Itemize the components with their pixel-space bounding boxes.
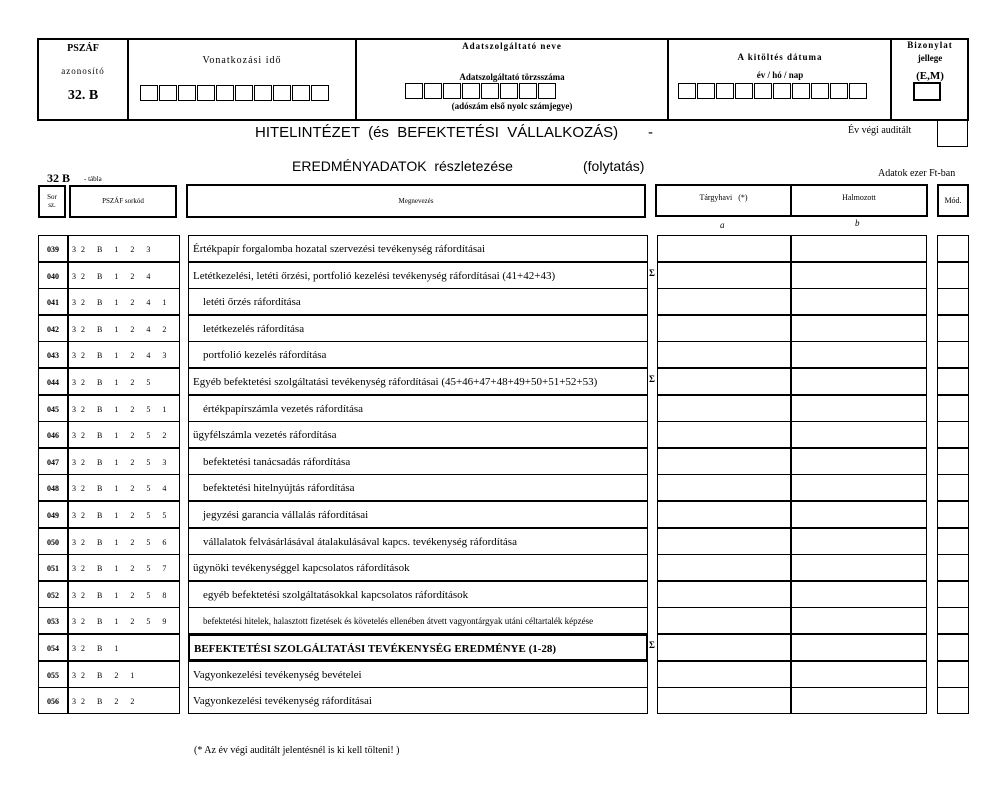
- jellege-label: jellege: [917, 53, 943, 63]
- row-description: Letétkezelési, letéti őrzési, portfolió kezelési tevékenység ráfordításai (41+42+43): [188, 262, 648, 289]
- row-number: 042: [38, 315, 68, 342]
- sum-sigma-icon: Σ: [649, 268, 655, 278]
- cell-halmozott[interactable]: [791, 368, 927, 395]
- row-description: letétkezelés ráfordítása: [188, 315, 648, 342]
- row-number: 050: [38, 528, 68, 555]
- cell-halmozott[interactable]: [791, 501, 927, 528]
- ev-vegi-label: Év végi auditált: [848, 125, 912, 136]
- cell-targyhavi[interactable]: [657, 448, 791, 475]
- torzsszam-field[interactable]: [405, 83, 557, 99]
- row-description: befektetési hitelnyújtás ráfordítása: [188, 474, 648, 501]
- row-number: 040: [38, 262, 68, 289]
- tabla-id: 32 B: [47, 171, 71, 185]
- cell-mod[interactable]: [937, 235, 969, 262]
- row-number: 039: [38, 235, 68, 262]
- row-pszaf-code: 32 B 1 2 4 2: [68, 315, 180, 342]
- cell-mod[interactable]: [937, 661, 969, 688]
- vonatkozasi-ido-field[interactable]: [140, 85, 330, 101]
- header-divider-3: [667, 38, 669, 121]
- cell-targyhavi[interactable]: [657, 341, 791, 368]
- cell-mod[interactable]: [937, 341, 969, 368]
- col-mod-label: Mód.: [944, 196, 962, 205]
- cell-targyhavi[interactable]: [657, 315, 791, 342]
- cell-targyhavi[interactable]: [657, 581, 791, 608]
- row-description: BEFEKTETÉSI SZOLGÁLTATÁSI TEVÉKENYSÉG EREDMÉNYE (1-28): [188, 634, 648, 661]
- cell-targyhavi[interactable]: [657, 607, 791, 634]
- cell-halmozott[interactable]: [791, 474, 927, 501]
- row-pszaf-code: 32 B 1 2 5: [68, 368, 180, 395]
- form-subtitle: EREDMÉNYADATOK részletezése: [292, 158, 513, 174]
- row-number: 043: [38, 341, 68, 368]
- row-description: Értékpapír forgalomba hozatal szervezési tevékenység ráfordításai: [188, 235, 648, 262]
- cell-targyhavi[interactable]: [657, 395, 791, 422]
- row-description: befektetési tanácsadás ráfordítása: [188, 448, 648, 475]
- row-pszaf-code: 32 B 1 2 5 6: [68, 528, 180, 555]
- row-number: 055: [38, 661, 68, 688]
- col-b-label: b: [855, 218, 860, 228]
- row-number: 049: [38, 501, 68, 528]
- footnote: (* Az év végi auditált jelentésnél is ki kell tölteni! ): [194, 745, 400, 756]
- cell-targyhavi[interactable]: [657, 368, 791, 395]
- cell-mod[interactable]: [937, 288, 969, 315]
- row-pszaf-code: 32 B 1 2 4 3: [68, 341, 180, 368]
- row-number: 046: [38, 421, 68, 448]
- ev-vegi-checkbox[interactable]: [937, 119, 968, 147]
- row-pszaf-code: 32 B 1 2 5 7: [68, 554, 180, 581]
- row-pszaf-code: 32 B 1 2 5 9: [68, 607, 180, 634]
- row-description: befektetési hitelek, halasztott fizetések és követelés ellenében átvett vagyontárgyak utáni céltartalék képzése: [188, 607, 648, 634]
- cell-mod[interactable]: [937, 421, 969, 448]
- cell-targyhavi[interactable]: [657, 554, 791, 581]
- cell-mod[interactable]: [937, 528, 969, 555]
- col-a-label: a: [720, 220, 725, 230]
- row-number: 041: [38, 288, 68, 315]
- row-description: portfolió kezelés ráfordítása: [188, 341, 648, 368]
- row-description: Vagyonkezelési tevékenység bevételei: [188, 661, 648, 688]
- row-number: 051: [38, 554, 68, 581]
- col-sor: [38, 185, 66, 218]
- row-description: jegyzési garancia vállalás ráfordításai: [188, 501, 648, 528]
- kitoltes-datuma-label: A kitöltés dátuma: [737, 52, 823, 62]
- sum-sigma-icon: Σ: [649, 374, 655, 384]
- row-pszaf-code: 32 B 1 2 4 1: [68, 288, 180, 315]
- azonosito-label: azonosító: [61, 66, 105, 76]
- title-dash: -: [648, 124, 653, 141]
- pszaf-label: PSZÁF: [67, 43, 99, 54]
- tabla-label: - tábla: [84, 175, 102, 183]
- cell-halmozott[interactable]: [791, 581, 927, 608]
- cell-mod[interactable]: [937, 687, 969, 714]
- row-number: 052: [38, 581, 68, 608]
- cell-halmozott[interactable]: [791, 262, 927, 289]
- cell-targyhavi[interactable]: [657, 501, 791, 528]
- bizonylat-label: Bizonylat: [907, 40, 953, 50]
- header-divider-1: [127, 38, 129, 121]
- cell-mod[interactable]: [937, 474, 969, 501]
- col-pszaf-sorkod: [69, 185, 177, 218]
- cell-mod[interactable]: [937, 634, 969, 661]
- cell-mod[interactable]: [937, 315, 969, 342]
- ev-ho-nap-label: év / hó / nap: [756, 70, 804, 80]
- row-number: 047: [38, 448, 68, 475]
- cell-mod[interactable]: [937, 262, 969, 289]
- row-number: 048: [38, 474, 68, 501]
- col-targyhavi-label: Tárgyhavi (*): [699, 193, 748, 202]
- cell-mod[interactable]: [937, 607, 969, 634]
- row-description: ügynöki tevékenységgel kapcsolatos ráfordítások: [188, 554, 648, 581]
- table-id: 32. B: [67, 88, 99, 103]
- row-number: 054: [38, 634, 68, 661]
- row-description: Egyéb befektetési szolgáltatási tevékenység ráfordításai (45+46+47+48+49+50+51+52+53): [188, 368, 648, 395]
- row-number: 044: [38, 368, 68, 395]
- col-pszaf-sorkod-label: PSZÁF sorkód: [102, 197, 144, 205]
- cell-halmozott[interactable]: [791, 661, 927, 688]
- cell-halmozott[interactable]: [791, 395, 927, 422]
- row-pszaf-code: 32 B 1 2 5 1: [68, 395, 180, 422]
- cell-halmozott[interactable]: [791, 315, 927, 342]
- row-description: értékpapírszámla vezetés ráfordítása: [188, 395, 648, 422]
- row-description: Vagyonkezelési tevékenység ráfordításai: [188, 687, 648, 714]
- cell-mod[interactable]: [937, 395, 969, 422]
- cell-halmozott[interactable]: [791, 607, 927, 634]
- cell-halmozott[interactable]: [791, 634, 927, 661]
- cell-halmozott[interactable]: [791, 288, 927, 315]
- col-mod: [937, 184, 969, 217]
- col-sz-label: sz.: [48, 201, 56, 209]
- row-description: egyéb befektetési szolgáltatásokkal kapcsolatos ráfordítások: [188, 581, 648, 608]
- adatszolgaltato-torzsszama-label: Adatszolgáltató törzsszáma: [459, 72, 565, 82]
- col-sor-label: Sor: [47, 193, 57, 201]
- em-label: (E,M): [916, 70, 944, 82]
- cell-targyhavi[interactable]: [657, 661, 791, 688]
- cell-mod[interactable]: [937, 501, 969, 528]
- cell-targyhavi[interactable]: [657, 421, 791, 448]
- row-description: vállalatok felvásárlásával átalakulásával kapcs. tevékenység ráfordítása: [188, 528, 648, 555]
- row-pszaf-code: 32 B 2 1: [68, 661, 180, 688]
- adatszolgaltato-neve-label: Adatszolgáltató neve: [462, 41, 562, 51]
- col-megnevezes-label: Megnevezés: [398, 197, 434, 205]
- cell-mod[interactable]: [937, 554, 969, 581]
- row-pszaf-code: 32 B 1 2 3: [68, 235, 180, 262]
- cell-mod[interactable]: [937, 368, 969, 395]
- row-pszaf-code: 32 B 1 2 5 8: [68, 581, 180, 608]
- cell-halmozott[interactable]: [791, 421, 927, 448]
- cell-halmozott[interactable]: [791, 235, 927, 262]
- cell-targyhavi[interactable]: [657, 288, 791, 315]
- header-divider-2: [355, 38, 357, 121]
- form-title: HITELINTÉZET (és BEFEKTETÉSI VÁLLALKOZÁS): [255, 124, 619, 141]
- row-pszaf-code: 32 B 2 2: [68, 687, 180, 714]
- row-pszaf-code: 32 B 1: [68, 634, 180, 661]
- cell-targyhavi[interactable]: [657, 474, 791, 501]
- cell-halmozott[interactable]: [791, 528, 927, 555]
- cell-mod[interactable]: [937, 448, 969, 475]
- row-description: ügyfélszámla vezetés ráfordítása: [188, 421, 648, 448]
- row-pszaf-code: 32 B 1 2 5 3: [68, 448, 180, 475]
- cell-halmozott[interactable]: [791, 448, 927, 475]
- row-pszaf-code: 32 B 1 2 4: [68, 262, 180, 289]
- cell-mod[interactable]: [937, 581, 969, 608]
- cell-halmozott[interactable]: [791, 687, 927, 714]
- col-megnevezes: [186, 184, 646, 218]
- cell-targyhavi[interactable]: [657, 262, 791, 289]
- row-number: 045: [38, 395, 68, 422]
- sum-sigma-icon: Σ: [649, 640, 655, 650]
- adatok-ezer-ft: Adatok ezer Ft-ban: [878, 168, 956, 179]
- adoszam-note: (adószám első nyolc számjegye): [451, 101, 573, 111]
- col-halmozott-label: Halmozott: [842, 193, 876, 202]
- kitoltes-datuma-field[interactable]: [678, 83, 868, 99]
- folytatas-label: (folytatás): [583, 158, 645, 174]
- cell-targyhavi[interactable]: [657, 528, 791, 555]
- cell-halmozott[interactable]: [791, 341, 927, 368]
- cell-targyhavi[interactable]: [657, 634, 791, 661]
- cell-targyhavi[interactable]: [657, 235, 791, 262]
- row-number: 053: [38, 607, 68, 634]
- vonatkozasi-ido-label: Vonatkozási idő: [202, 55, 282, 66]
- cell-halmozott[interactable]: [791, 554, 927, 581]
- row-pszaf-code: 32 B 1 2 5 4: [68, 474, 180, 501]
- cell-targyhavi[interactable]: [657, 687, 791, 714]
- bizonylat-jellege-field[interactable]: [913, 82, 941, 101]
- row-number: 056: [38, 687, 68, 714]
- row-pszaf-code: 32 B 1 2 5 2: [68, 421, 180, 448]
- row-pszaf-code: 32 B 1 2 5 5: [68, 501, 180, 528]
- row-description: letéti őrzés ráfordítása: [188, 288, 648, 315]
